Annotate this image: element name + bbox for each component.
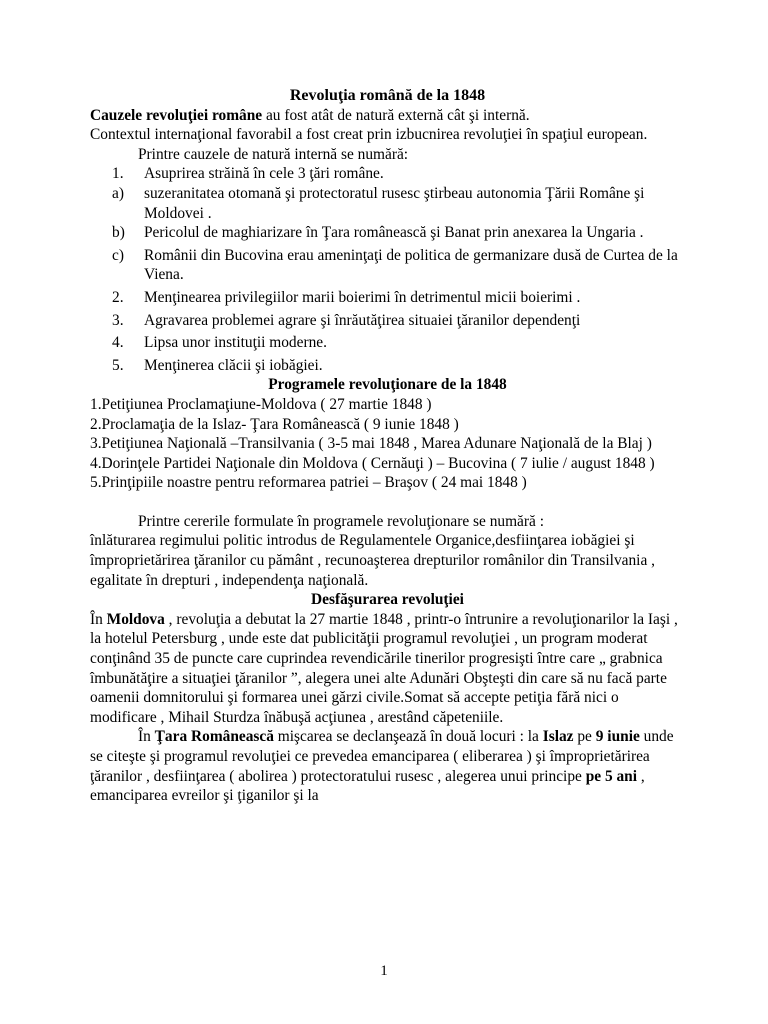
program-item: 5.Prinţipiile noastre pentru reformarea patriei – Braşov ( 24 mai 1848 ) xyxy=(90,474,527,492)
programs-heading: Programele revoluţionare de la 1848 xyxy=(268,376,507,394)
page-number: 1 xyxy=(380,963,388,979)
program-item: 2.Proclamaţia de la Islaz- Ţara Românească ( 9 iunie 1848 ) xyxy=(90,415,459,433)
list-item: c) Românii din Bucovina erau ameninţaţi de politica de germanizare dusă de Curtea de la Viena. xyxy=(112,246,678,284)
tara-paragraph: În Ţara Românească mişcarea se declanşează în două locuri : la Islaz pe 9 iunie unde se citeşte şi programul revoluţiei ce prevedea emanciparea ( eliberarea ) şi împroprietărirea ţăranilor , desfiinţarea ( abolirea ) protectoratului rusesc , alegerea unui principe pe 5 ani , emanciparea evreilor şi ţiganilor şi la xyxy=(90,728,674,805)
causes-list xyxy=(90,164,685,375)
spacer xyxy=(90,493,685,512)
list-item: 2. Menţinearea privilegiilor marii boierimi în detrimentul micii boierimi . xyxy=(112,288,581,306)
intro-line xyxy=(90,106,685,126)
list-item: 3. Agravarea problemei agrare şi înrăutăţirea situaiei ţăranilor dependenţi xyxy=(112,311,581,329)
page-title: Revoluţia română de la 1848 xyxy=(289,87,486,104)
program-item: 1.Petiţiunea Proclamaţiune-Moldova ( 27 martie 1848 ) xyxy=(90,395,432,413)
events-heading: Desfăşurarea revoluţiei xyxy=(311,591,464,609)
list-item: 5. Menţinerea clăcii şi iobăgiei. xyxy=(112,356,323,374)
program-item: 3.Petiţiunea Naţională –Transilvania ( 3-5 mai 1848 , Marea Adunare Naţională de la Blaj ) xyxy=(90,435,652,453)
intro-causes-lead: Printre cauzele de natură internă se numără: xyxy=(138,145,409,163)
intro-bold: Cauzele revoluţiei române xyxy=(90,106,263,124)
document-page xyxy=(90,86,685,806)
list-item: b) Pericolul de maghiarizare în Ţara românească şi Banat prin anexarea la Ungaria . xyxy=(112,224,644,242)
demands-lead: Printre cererile formulate în programele revoluţionare se numără : xyxy=(138,512,544,530)
demands-body: înlăturarea regimului politic introdus de Regulamentele Organice,desfiinţarea iobăgiei şi împroprietărirea ţăranilor cu pământ , recunoaşterea drepturilor românilor din Transilvania , egalitate în drepturi , independenţa naţională. xyxy=(90,532,655,589)
list-item: 4. Lipsa unor instituţii moderne. xyxy=(112,334,327,352)
intro-context: Contextul internaţional favorabil a fost creat prin izbucnirea revoluţiei în spaţiul european. xyxy=(90,126,648,144)
program-item: 4.Dorinţele Partidei Naţionale din Moldova ( Cernăuţi ) – Bucovina ( 7 iulie / august 1848 ) xyxy=(90,454,655,472)
list-item: 1. Asuprirea străină în cele 3 ţări române. xyxy=(112,165,384,183)
list-item: a) suzeranitatea otomană şi protectoratul rusesc ştirbeau autonomia Ţării Române şi Moldovei . xyxy=(112,184,645,222)
intro-rest: au fost atât de natură externă cât şi internă. xyxy=(262,106,530,124)
moldova-paragraph: În Moldova , revoluţia a debutat la 27 martie 1848 , printr-o întrunire a revoluţionarilor la Iaşi , la hotelul Petersburg , unde este dat publicităţii programul revoluţiei , un program moderat conţinând 35 de puncte care cuprindea revendicările tinerilor progresişti între care „ grabnica îmbunătăţire a situaţiei ţăranilor ”, alegera unei alte Adunări Obşteşti din care să nu facă parte oamenii domnitorului şi formarea unei gărzi civile.Somat să accepte petiţia fără nici o modificare , Mihail Sturdza înăbuşă acţiunea , arestând căpeteniile. xyxy=(90,610,678,726)
